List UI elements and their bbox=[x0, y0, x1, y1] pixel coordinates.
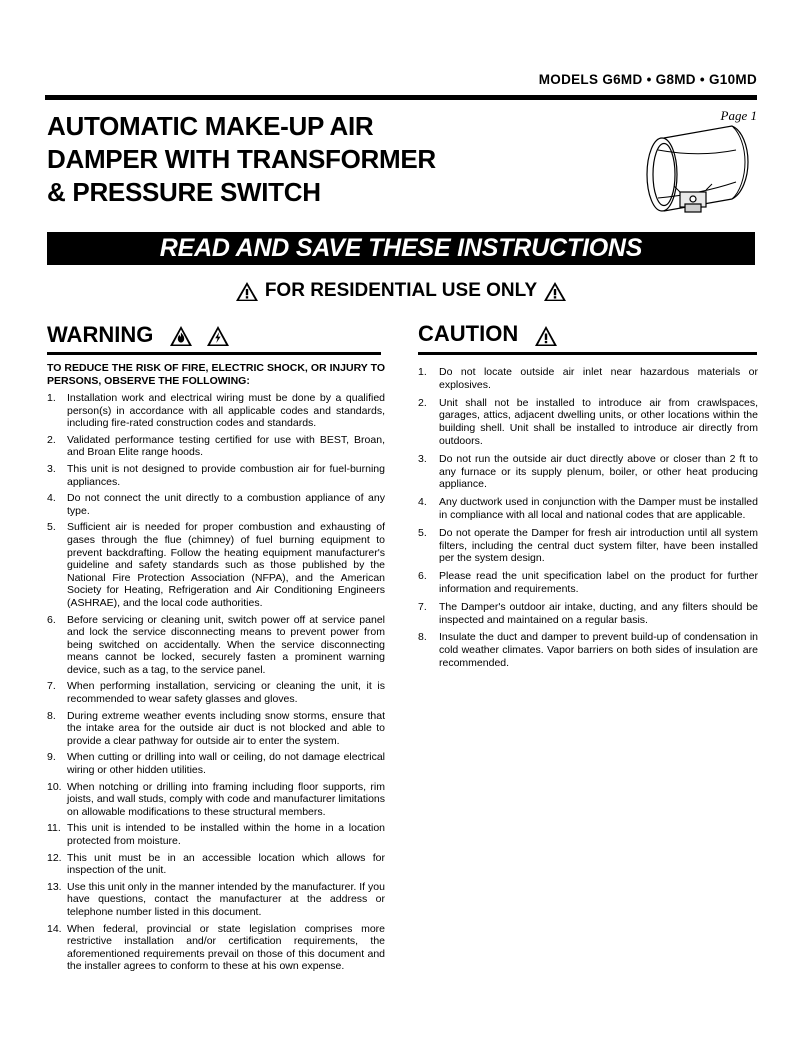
warning-heading bbox=[47, 320, 387, 349]
list-item-number: 6. bbox=[418, 570, 427, 583]
caution-heading bbox=[418, 320, 758, 348]
list-item-number: 1. bbox=[47, 392, 56, 404]
list-item-text: When cutting or drilling into wall or ceiling, do not damage electrical wiring or other hidden utilities. bbox=[67, 751, 385, 777]
list-item-number: 4. bbox=[47, 492, 56, 505]
warning-rule bbox=[47, 352, 381, 355]
header-rule bbox=[45, 95, 757, 100]
list-item bbox=[47, 781, 385, 819]
list-item bbox=[47, 392, 385, 430]
warning-triangle-icon bbox=[235, 281, 259, 302]
list-item-number: 1. bbox=[418, 366, 427, 378]
list-item-number: 6. bbox=[47, 613, 56, 626]
list-item-text: When performing installation, servicing or cleaning the unit, it is recommended to wear safety glasses and gloves. bbox=[67, 680, 385, 706]
list-item-text: Use this unit only in the manner intended by the manufacturer. If you have questions, contact the manufacturer at the address or telephone number listed in this document. bbox=[67, 880, 385, 918]
list-item bbox=[47, 822, 385, 847]
list-item-number: 3. bbox=[47, 462, 56, 475]
list-item-text: Please read the unit specification label on the product for further information and requirements. bbox=[439, 570, 758, 595]
list-item-number: 5. bbox=[418, 526, 427, 539]
list-item-number: 2. bbox=[47, 433, 56, 446]
title-line-1: AUTOMATIC MAKE-UP AIR bbox=[47, 111, 374, 141]
warning-lead-text: TO REDUCE THE RISK OF FIRE, ELECTRIC SHOCK, OR INJURY TO PERSONS, OBSERVE THE FOLLOWING: bbox=[47, 362, 385, 387]
list-item-number: 8. bbox=[47, 709, 56, 722]
list-item-number: 11. bbox=[47, 822, 61, 835]
list-item bbox=[418, 570, 758, 596]
list-item-number: 10. bbox=[47, 780, 62, 793]
title-line-3: & PRESSURE SWITCH bbox=[47, 177, 321, 207]
list-item bbox=[418, 527, 758, 565]
list-item bbox=[418, 366, 758, 392]
list-item bbox=[47, 751, 385, 776]
list-item-text: Unit shall not be installed to introduce air from crawlspaces, garages, attics, adjacent dwelling units, or other locations within the building shell. Unit shall be installed to introduce air directly from outdoors. bbox=[439, 396, 758, 447]
list-item-number: 2. bbox=[418, 396, 427, 409]
list-item-number: 3. bbox=[418, 452, 427, 465]
list-item-number: 5. bbox=[47, 521, 56, 534]
electric-shock-icon bbox=[206, 325, 230, 346]
list-item-text: This unit is not designed to provide combustion air for fuel-burning appliances. bbox=[67, 462, 385, 488]
list-item-text: This unit must be in an accessible location which allows for inspection of the unit. bbox=[67, 851, 385, 877]
list-item-text: The Damper's outdoor air intake, ducting, and any filters should be inspected and maintained on a regular basis. bbox=[439, 600, 758, 626]
list-item bbox=[47, 923, 385, 973]
list-item-text: Any ductwork used in conjunction with the Damper must be installed in compliance with all local and national codes that are applicable. bbox=[439, 496, 758, 521]
warning-column bbox=[47, 362, 385, 977]
residential-use-text: FOR RESIDENTIAL USE ONLY bbox=[264, 280, 538, 301]
caution-list bbox=[418, 366, 758, 670]
list-item-number: 4. bbox=[418, 496, 427, 509]
warning-triangle-icon bbox=[543, 281, 567, 302]
page-title bbox=[47, 110, 607, 209]
list-item-number: 7. bbox=[47, 680, 56, 693]
list-item bbox=[47, 614, 385, 677]
list-item-text: Do not operate the Damper for fresh air introduction until all system filters, including the central duct system filter, have been installed per the system design. bbox=[439, 526, 758, 565]
list-item-number: 14. bbox=[47, 922, 62, 935]
list-item-text: When notching or drilling into framing including floor supports, rim joists, and wall studs, comply with code and manufacturer limitations on allowable modifications to these structural members. bbox=[67, 780, 385, 818]
list-item bbox=[47, 852, 385, 877]
list-item-number: 9. bbox=[47, 751, 56, 764]
list-item-text: Do not connect the unit directly to a combustion appliance of any type. bbox=[67, 492, 385, 517]
list-item bbox=[47, 463, 385, 488]
caution-rule bbox=[418, 352, 757, 355]
residential-use-notice bbox=[0, 278, 802, 304]
list-item bbox=[418, 496, 758, 522]
warning-list bbox=[47, 392, 385, 973]
damper-product-illustration bbox=[628, 120, 760, 215]
list-item-text: During extreme weather events including snow storms, ensure that the intake area for the outside air duct is not blocked and able to provide a clear pathway for outside air to enter the system. bbox=[67, 709, 385, 747]
title-line-2: DAMPER WITH TRANSFORMER bbox=[47, 144, 436, 174]
page-number: Page 1 bbox=[720, 108, 757, 123]
list-item-text: When federal, provincial or state legislation comprises more restrictive installation and/or certification requirements, the aforementioned requirements prevail on those of this document and the installer agrees to conform to these at his own expense. bbox=[67, 922, 385, 973]
caution-label: CAUTION bbox=[418, 321, 519, 346]
list-item-text: Validated performance testing certified for use with BEST, Broan, and Broan Elite range hoods. bbox=[67, 433, 385, 459]
flame-icon bbox=[169, 325, 193, 346]
warning-label: WARNING bbox=[47, 322, 154, 348]
list-item-text: Sufficient air is needed for proper combustion and exhausting of gases through the flue (chimney) of fuel burning equipment to prevent backdrafting. Follow the heating equipment manufacturer's guideline and safety standards such as those published by the National Fire Protection Association (NFPA), and the American Society for Heating, Refrigeration and Air Conditioning Engineers (ASHRAE), and the local code authorities. bbox=[67, 521, 385, 609]
list-item bbox=[47, 492, 385, 517]
list-item-number: 7. bbox=[418, 600, 427, 613]
list-item-text: Do not run the outside air duct directly above or closer than 2 ft to any furnace or its supply plenum, boiler, or other heat producing appliance. bbox=[439, 452, 758, 491]
list-item bbox=[418, 601, 758, 627]
list-item bbox=[47, 710, 385, 748]
list-item-number: 8. bbox=[418, 631, 427, 644]
warning-triangle-icon bbox=[534, 325, 558, 346]
list-item bbox=[47, 434, 385, 459]
list-item-text: Insulate the duct and damper to prevent build-up of condensation in cold weather climates. Vapor barriers on both sides of insulation are recommended. bbox=[439, 631, 758, 669]
list-item-text: Installation work and electrical wiring must be done by a qualified person(s) in accordance with all applicable codes and standards, including fire-rated construction codes and standards. bbox=[67, 392, 385, 430]
list-item-number: 13. bbox=[47, 880, 62, 893]
list-item-text: This unit is intended to be installed within the home in a location protected from moisture. bbox=[67, 822, 385, 847]
list-item bbox=[47, 680, 385, 705]
caution-column bbox=[418, 366, 758, 675]
list-item-number: 12. bbox=[47, 851, 62, 864]
read-and-save-banner: READ AND SAVE THESE INSTRUCTIONS bbox=[47, 232, 755, 265]
list-item-text: Do not locate outside air inlet near hazardous materials or explosives. bbox=[439, 366, 758, 391]
list-item bbox=[418, 453, 758, 491]
list-item bbox=[47, 881, 385, 919]
list-item bbox=[47, 521, 385, 609]
models-line: MODELS G6MD • G8MD • G10MD bbox=[538, 72, 757, 87]
list-item bbox=[418, 631, 758, 669]
list-item-text: Before servicing or cleaning unit, switch power off at service panel and lock the service disconnecting means to prevent power from being switched on accidentally. When the service disconnecting means cannot be locked, securely fasten a prominent warning device, such as a tag, to the service panel. bbox=[67, 613, 385, 676]
list-item bbox=[418, 397, 758, 448]
